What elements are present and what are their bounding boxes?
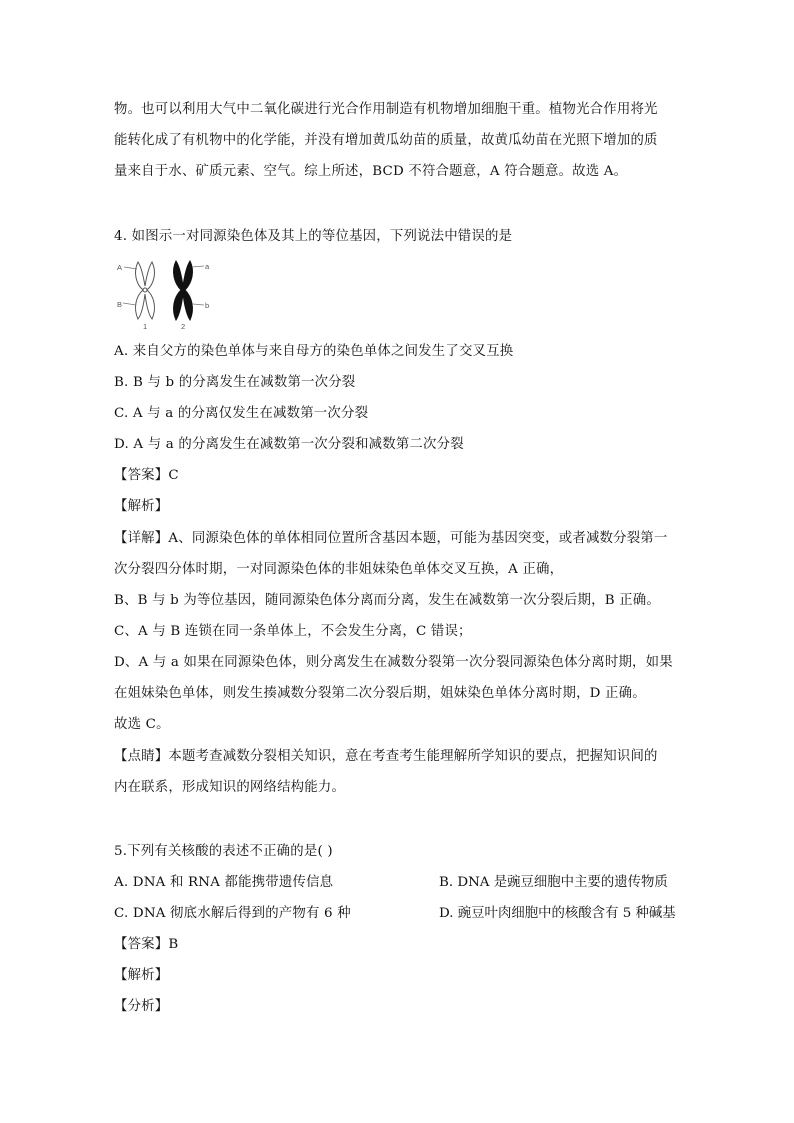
q4-detail-line-1: 【详解】A、同源染色体的单体相同位置所含基因本题，可能为基因突变，或者减数分裂第一 xyxy=(114,531,668,546)
intro-line-1: 物。也可以利用大气中二氧化碳进行光合作用制造有机物增加细胞干重。植物光合作用将光 xyxy=(114,102,658,117)
gene-label-B: B xyxy=(117,300,123,309)
q4-comment-line-2: 内在联系，形成知识的网络结构能力。 xyxy=(114,780,346,795)
q4-detail-line-4: C、A 与 B 连锁在同一条单体上，不会发生分离，C 错误； xyxy=(114,624,472,639)
gene-label-A: A xyxy=(117,263,123,272)
q5-analysis-sub: 【分析】 xyxy=(114,999,169,1014)
chromosome-1 xyxy=(136,262,155,319)
gene-label-b: b xyxy=(205,301,210,310)
q4-detail-line-2: 次分裂四分体时期，一对同源染色体的非姐妹染色单体交叉互换，A 正确， xyxy=(114,562,564,577)
q4-detail-line-7: 故选 C。 xyxy=(114,717,170,732)
chromosome-2 xyxy=(174,261,193,320)
chromosome-label-1: 1 xyxy=(143,322,148,331)
q4-option-c: C. A 与 a 的分离仅发生在减数第一次分裂 xyxy=(114,406,369,421)
chromosome-label-2: 2 xyxy=(181,322,186,331)
q4-option-b: B. B 与 b 的分离发生在减数第一次分裂 xyxy=(114,375,356,390)
q5-answer: 【答案】B xyxy=(114,937,179,952)
q4-detail-line-3: B、B 与 b 为等位基因，随同源染色体分离而分离，发生在减数第一次分裂后期，B 正确。 xyxy=(114,593,660,608)
q4-analysis-title: 【解析】 xyxy=(114,499,169,514)
q5-stem: 5.下列有关核酸的表述不正确的是( ) xyxy=(114,844,333,859)
q4-stem: 4. 如图示一对同源染色体及其上的等位基因，下列说法中错误的是 xyxy=(114,229,513,244)
q4-detail-line-5: D、A 与 a 如果在同源染色体，则分离发生在减数分裂第一次分裂同源染色体分离时期，如果 xyxy=(114,655,673,670)
q4-option-d: D. A 与 a 的分离发生在减数第一次分裂和减数第二次分裂 xyxy=(114,437,464,452)
q5-analysis-title: 【解析】 xyxy=(114,968,169,983)
q5-option-a: A. DNA 和 RNA 都能携带遗传信息 xyxy=(114,875,334,890)
q4-option-a: A. 来自父方的染色单体与来自母方的染色单体之间发生了交叉互换 xyxy=(114,344,514,359)
q4-answer: 【答案】C xyxy=(114,468,179,483)
intro-line-2: 能转化成了有机物中的化学能，并没有增加黄瓜幼苗的质量，故黄瓜幼苗在光照下增加的质 xyxy=(114,133,658,148)
homologous-chromosome-figure xyxy=(114,256,214,332)
gene-label-a: a xyxy=(205,262,210,271)
intro-line-3: 量来自于水、矿质元素、空气。综上所述，BCD 不符合题意，A 符合题意。故选 A。 xyxy=(114,164,628,179)
q5-option-b: B. DNA 是豌豆细胞中主要的遗传物质 xyxy=(439,875,668,890)
q5-option-d: D. 豌豆叶肉细胞中的核酸含有 5 种碱基 xyxy=(439,906,676,921)
q5-option-c: C. DNA 彻底水解后得到的产物有 6 种 xyxy=(114,906,351,921)
q4-detail-line-6: 在姐妹染色单体，则发生揍减数分裂第二次分裂后期，姐妹染色单体分离时期，D 正确。 xyxy=(114,686,646,701)
q4-comment-line-1: 【点睛】本题考查减数分裂相关知识，意在考查考生能理解所学知识的要点，把握知识间的 xyxy=(114,749,658,764)
